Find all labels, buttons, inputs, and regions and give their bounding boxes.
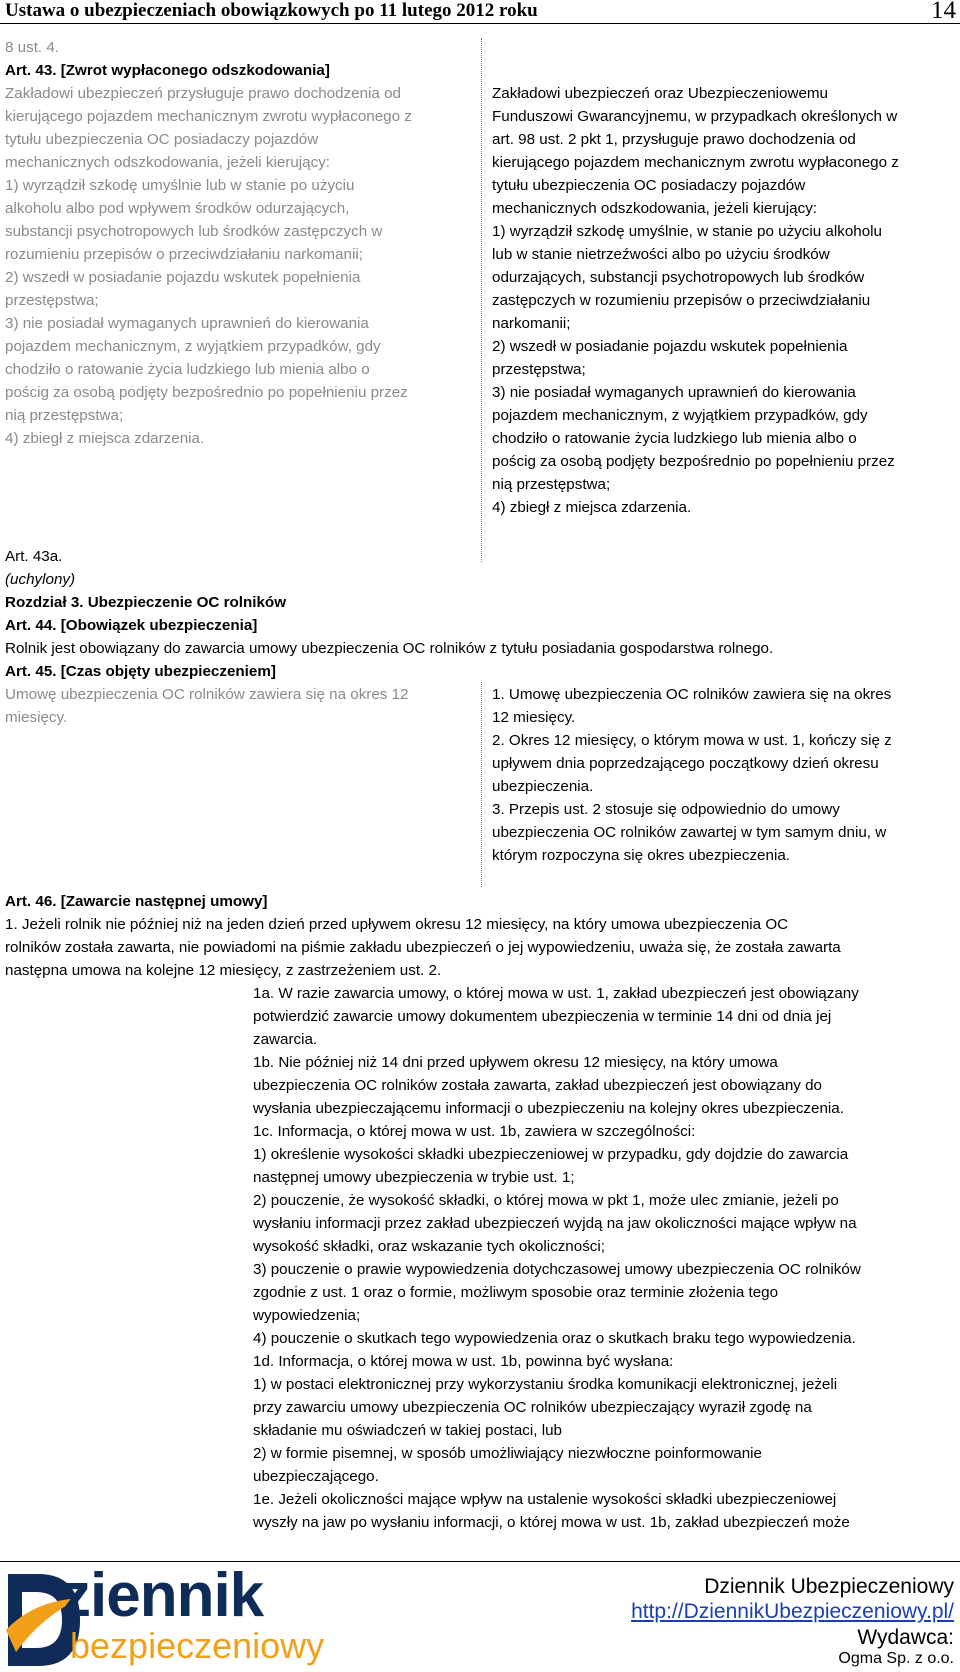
text-line: 4) zbiegł z miejsca zdarzenia.: [5, 430, 205, 447]
text-line: 4) zbiegł z miejsca zdarzenia.: [492, 499, 692, 516]
text-line: kierującego pojazdem mechanicznym zwrotu wypłaconego z: [492, 154, 899, 171]
text-line: 3) pouczenie o prawie wypowiedzenia dotychczasowej umowy ubezpieczenia OC rolników: [253, 1261, 861, 1278]
footer-publisher: Ogma Sp. z o.o.: [838, 1650, 954, 1667]
article-46-indented: [253, 982, 953, 1534]
text-line: kierującego pojazdem mechanicznym zwrotu wypłaconego z: [5, 108, 412, 125]
text-line: narkomanii;: [492, 315, 571, 332]
text-line: nią przestępstwa;: [5, 407, 124, 424]
text-line: 1. Jeżeli rolnik nie później niż na jeden dzień przed upływem okresu 12 miesięcy, na który umowa ubezpieczenia OC: [5, 916, 789, 933]
text-line: składanie mu oświadczeń w takiej postaci, lub: [253, 1422, 562, 1439]
text-line: wyszły na jaw po wysłaniu informacji, o której mowa w ust. 1b, zakład ubezpieczeń może: [253, 1514, 850, 1531]
text-line: 1) określenie wysokości składki ubezpieczeniowej w przypadku, gdy dojdzie do zawarcia: [253, 1146, 849, 1163]
text-line: potwierdzić zawarcie umowy dokumentem ubezpieczenia w terminie 14 dni od dnia jej: [253, 1008, 832, 1025]
repealed-note: (uchylony): [5, 571, 76, 588]
text-line: przy zawarciu umowy ubezpieczenia OC rolników ubezpieczający wyraził zgodę na: [253, 1399, 812, 1416]
text-line: 3. Przepis ust. 2 stosuje się odpowiednio do umowy: [492, 801, 840, 818]
text-line: 2. Okres 12 miesięcy, o którym mowa w ust. 1, kończy się z: [492, 732, 892, 749]
text-line: 1d. Informacja, o której mowa w ust. 1b, powinna być wysłana:: [253, 1353, 674, 1370]
text-line: 8 ust. 4.: [5, 39, 60, 56]
left-column-art43: [5, 36, 475, 450]
page-number: 14: [931, 0, 956, 24]
right-column-art45: [492, 683, 957, 867]
text-line: Funduszowi Gwarancyjnemu, w przypadkach określonych w: [492, 108, 898, 125]
text-line: mechanicznych odszkodowania, jeżeli kierujący:: [492, 200, 818, 217]
text-line: Umowę ubezpieczenia OC rolników zawiera się na okres 12: [5, 686, 409, 703]
text-line: ubezpieczenia OC rolników zawartej w tym samym dniu, w: [492, 824, 887, 841]
text-line: 1a. W razie zawarcia umowy, o której mowa w ust. 1, zakład ubezpieczeń jest obowiązany: [253, 985, 859, 1002]
text-line: substancji psychotropowych lub środków zastępczych w: [5, 223, 383, 240]
text-line: pościg za osobą podjęty bezpośrednio po popełnieniu przez: [5, 384, 408, 401]
article-46: [5, 890, 955, 982]
text-line: ubezpieczenia OC rolników została zawarta, zakład ubezpieczeń jest obowiązany do: [253, 1077, 823, 1094]
logo-subtitle: bezpieczeniowy: [70, 1625, 325, 1666]
text-line: 1. Umowę ubezpieczenia OC rolników zawiera się na okres: [492, 686, 892, 703]
left-column-art45: [5, 683, 475, 729]
document-title: Ustawa o ubezpieczeniach obowiązkowych po 11 lutego 2012 roku: [5, 0, 538, 21]
text-line: mechanicznych odszkodowania, jeżeli kierujący:: [5, 154, 331, 171]
text-line: 1) wyrządził szkodę umyślnie, w stanie po użyciu alkoholu: [492, 223, 882, 240]
footer-url-link[interactable]: http://DziennikUbezpieczeniowy.pl/: [631, 1600, 954, 1623]
text-line: ubezpieczającego.: [253, 1468, 379, 1485]
text-line: nią przestępstwa;: [492, 476, 611, 493]
text-line: pojazdem mechanicznym, z wyjątkiem przypadków, gdy: [5, 338, 381, 355]
text-line: 2) w formie pisemnej, w sposób umożliwiający niezwłoczne poinformowanie: [253, 1445, 762, 1462]
text-line: ubezpieczenia.: [492, 778, 594, 795]
article-text: Rolnik jest obowiązany do zawarcia umowy ubezpieczenia OC rolników z tytułu posiadania gospodarstwa rolnego.: [5, 640, 774, 657]
text-line: 1e. Jeżeli okoliczności mające wpływ na ustalenie wysokości składki ubezpieczeniowej: [253, 1491, 837, 1508]
text-line: tytułu ubezpieczenia OC posiadaczy pojazdów: [5, 131, 319, 148]
text-line: 4) pouczenie o skutkach tego wypowiedzenia oraz o skutkach braku tego wypowiedzenia.: [253, 1330, 856, 1347]
article-heading: Art. 43a.: [5, 548, 63, 565]
article-heading: Art. 44. [Obowiązek ubezpieczenia]: [5, 617, 258, 634]
column-divider-top: [481, 38, 482, 562]
text-line: Zakładowi ubezpieczeń oraz Ubezpieczeniowemu: [492, 85, 828, 102]
text-line: odurzających, substancji psychotropowych lub środków: [492, 269, 865, 286]
text-line: 2) pouczenie, że wysokość składki, o której mowa w pkt 1, może ulec zmianie, jeżeli po: [253, 1192, 839, 1209]
chapter-heading: Rozdział 3. Ubezpieczenie OC rolników: [5, 594, 287, 611]
text-line: pościg za osobą podjęty bezpośrednio po popełnieniu przez: [492, 453, 895, 470]
text-line: 1) w postaci elektronicznej przy wykorzystaniu środka komunikacji elektronicznej, jeżeli: [253, 1376, 838, 1393]
column-divider-art45: [481, 682, 482, 887]
text-line: następnej umowy ubezpieczenia w trybie ust. 1;: [253, 1169, 575, 1186]
text-line: tytułu ubezpieczenia OC posiadaczy pojazdów: [492, 177, 806, 194]
text-line: 3) nie posiadał wymaganych uprawnień do kierowania: [5, 315, 369, 332]
text-line: alkoholu albo pod wpływem środków odurzających,: [5, 200, 350, 217]
text-line: 1b. Nie później niż 14 dni przed upływem okresu 12 miesięcy, na który umowa: [253, 1054, 778, 1071]
text-line: wysłaniu informacji przez zakład ubezpieczeń wyjdą na jaw okoliczności mające wpływ na: [253, 1215, 857, 1232]
article-heading: Art. 45. [Czas objęty ubezpieczeniem]: [5, 663, 276, 680]
footer-brand: Dziennik Ubezpieczeniowy: [704, 1575, 954, 1598]
text-line: 2) wszedł w posiadanie pojazdu wskutek popełnienia: [5, 269, 361, 286]
text-line: następna umowa na kolejne 12 miesięcy, z zastrzeżeniem ust. 2.: [5, 962, 442, 979]
text-line: chodziło o ratowanie życia ludzkiego lub mienia albo o: [5, 361, 370, 378]
text-line: upływem dnia poprzedzającego początkowy dzień okresu: [492, 755, 879, 772]
article-heading: Art. 46. [Zawarcie następnej umowy]: [5, 893, 268, 910]
text-line: 1) wyrządził szkodę umyślnie lub w stanie po użyciu: [5, 177, 355, 194]
text-line: lub w stanie nietrzeźwości albo po użyciu środków: [492, 246, 830, 263]
text-line: zgodnie z ust. 1 oraz o formie, możliwym sposobie oraz terminie złożenia tego: [253, 1284, 779, 1301]
text-line: 12 miesięcy.: [492, 709, 576, 726]
text-line: przestępstwa;: [5, 292, 99, 309]
text-line: rozumieniu przepisów o przeciwdziałaniu narkomanii;: [5, 246, 363, 263]
text-line: chodziło o ratowanie życia ludzkiego lub mienia albo o: [492, 430, 857, 447]
text-line: 1c. Informacja, o której mowa w ust. 1b, zawiera w szczególności:: [253, 1123, 696, 1140]
text-line: zastępczych w rozumieniu przepisów o przeciwdziałaniu: [492, 292, 871, 309]
text-line: miesięcy.: [5, 709, 68, 726]
text-line: wysłania ubezpieczającemu informacji o ubezpieczeniu na kolejny okres ubezpieczenia.: [253, 1100, 844, 1117]
text-line: rolników została zawarta, nie powiadomi na piśmie zakładu ubezpieczeń o jej wypowiedzeniu, uważa się, że została zawarta: [5, 939, 841, 956]
text-line: wysokość składki, oraz wskazanie tych okoliczności;: [253, 1238, 605, 1255]
text-line: zawarcia.: [253, 1031, 318, 1048]
text-line: wypowiedzenia;: [253, 1307, 361, 1324]
text-line: art. 98 ust. 2 pkt 1, przysługuje prawo dochodzenia od: [492, 131, 856, 148]
article-heading: Art. 43. [Zwrot wypłaconego odszkodowania]: [5, 62, 330, 79]
dziennik-logo[interactable]: [0, 1562, 380, 1672]
footer-publisher-label: Wydawca:: [857, 1626, 954, 1649]
text-line: którym rozpoczyna się okres ubezpieczenia.: [492, 847, 790, 864]
articles-43a-45-section: [5, 545, 955, 683]
text-line: 2) wszedł w posiadanie pojazdu wskutek popełnienia: [492, 338, 848, 355]
right-column-art43: [492, 82, 957, 519]
text-line: pojazdem mechanicznym, z wyjątkiem przypadków, gdy: [492, 407, 868, 424]
logo-wordmark: ziennik: [60, 1561, 264, 1630]
text-line: przestępstwa;: [492, 361, 586, 378]
text-line: Zakładowi ubezpieczeń przysługuje prawo dochodzenia od: [5, 85, 401, 102]
text-line: 3) nie posiadał wymaganych uprawnień do kierowania: [492, 384, 856, 401]
header-divider: [0, 23, 960, 24]
